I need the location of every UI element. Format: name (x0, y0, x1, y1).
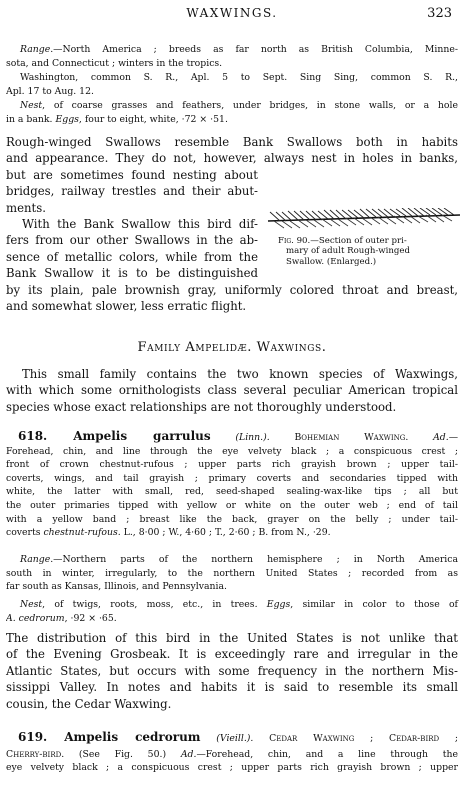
text-line: but are sometimes found nesting about (6, 167, 258, 182)
text-line: Rough-winged Swallows resemble Bank Swallows both in habits (6, 135, 458, 149)
text-line: coverts, wings, and tail grayish ; primary coverts and secondaries tipped with (6, 472, 458, 484)
eggs-label: Eggs (55, 113, 79, 125)
swallow-nest-note (6, 99, 458, 126)
text-line: the outer primaries tipped with yellow or white on the outer web ; end of tail (6, 499, 458, 511)
text-line: cousin, the Cedar Waxwing. (6, 696, 172, 711)
text-line: Nest, of twigs, roots, moss, etc., in trees. Eggs, similar in color to those of (20, 599, 458, 610)
text-line: sissippi Valley. In notes and habits it is said to resemble its small (6, 680, 458, 695)
text-line: coverts chestnut-rufous. L., 8·00 ; W., 4·60 ; T., 2·60 ; B. from N., ·29. (6, 527, 331, 539)
range-label: Range. (20, 554, 54, 565)
text-line: Cherry-bird. (See Fig. 50.) Ad.—Forehead, chin, and a line through the (6, 748, 458, 760)
species-618-distribution (6, 630, 458, 712)
text-line: eye velvety black ; a conspicuous crest ; upper parts rich grayish brown ; upper (6, 762, 458, 774)
species-618-range (6, 553, 458, 594)
text-line: by its plain, pale brownish gray, uniformly colored throat and breast, (6, 282, 458, 297)
text-line: A. cedrorum, ·92 × ·65. (6, 612, 117, 624)
page-header (0, 6, 464, 26)
text-line: Atlantic States, but occurs with some frequency in the northern Mis- (6, 663, 458, 678)
text-line: in a bank. Eggs, four to eight, white, ·72 × ·51. (6, 113, 228, 125)
text-line: sence of metallic colors, while from the (6, 249, 258, 264)
text-line: Bank Swallow it is to be distinguished (6, 266, 258, 281)
text-line: Range.—Northern parts of the northern hemisphere ; in North America (20, 554, 458, 565)
nest-label: Nest (20, 599, 43, 610)
text-line: species whose exact relationships are not thoroughly understood. (6, 399, 397, 414)
text-line: far south as Kansas, Illinois, and Pennsylvania. (6, 581, 227, 593)
species-619-description (6, 731, 458, 775)
figure-caption: Fig. 90.—Section of outer pri- mary of adult Rough-winged Swallow. (Enlarged.) (278, 236, 410, 267)
figure-label: Fig. 90. (278, 236, 311, 246)
text-line: and somewhat slower, less erratic flight. (6, 299, 247, 314)
text-line: of the Evening Grosbeak. It is exceedingly rare and irregular in the (6, 647, 458, 662)
nest-label: Nest (20, 100, 43, 111)
species-618-description (6, 430, 458, 540)
text-line: bridges, railway trestles and their abut- (6, 184, 258, 199)
text-line: white, the latter with small, red, seed-shaped sealing-wax-like tips ; all but (6, 486, 458, 498)
text-line: and appearance. They do not, however, always nest in holes in banks, (6, 151, 458, 166)
species-619-title-line: 619. Ampelis cedrorum (Vieill.). Cedar Waxwing ; Cedar-bird ; (18, 730, 458, 744)
text-line: With the Bank Swallow this bird dif- (22, 217, 258, 232)
species-618-nest (6, 598, 458, 625)
family-heading: Family Ampelidæ. Waxwings. (137, 340, 327, 355)
page-number: 323 (427, 6, 452, 21)
species-618-name: 618. Ampelis garrulus (18, 429, 211, 443)
text-line: Nest, of coarse grasses and feathers, under bridges, in stone walls, or a hole (20, 100, 458, 111)
text-line: front of crown chestnut-rufous ; upper parts rich grayish brown ; upper tail- (6, 459, 458, 471)
text-line: The distribution of this bird in the United States is not unlike that (6, 631, 458, 645)
family-intro (6, 366, 458, 415)
swallow-washington-note (6, 71, 458, 98)
species-618-title-line: 618. Ampelis garrulus (Linn.). Bohemian Waxwing. Ad.— (18, 429, 458, 443)
text-line: This small family contains the two known species of Waxwings, (22, 367, 458, 381)
eggs-label: Eggs (266, 599, 291, 610)
text-line: sota, and Connecticut ; winters in the tropics. (6, 57, 223, 69)
text-line: south in winter, irregularly, to the northern United States ; recorded from as (6, 567, 458, 579)
species-619-name: 619. Ampelis cedrorum (18, 730, 201, 744)
text-line: fers from our other Swallows in the ab- (6, 233, 258, 248)
text-line: with which some ornithologists class several peculiar American tropical (6, 383, 458, 398)
text-line: Range.—North America ; breeds as far north as British Columbia, Minne- (20, 44, 458, 55)
species-619-common-name: Cedar Waxwing ; Cedar-bird ; (269, 733, 458, 744)
range-label: Range. (20, 44, 54, 55)
running-head: WAXWINGS. (186, 6, 278, 20)
species-618-common-name: Bohemian Waxwing. (294, 432, 409, 443)
text-line: Washington, common S. R., Apl. 5 to Sept. Sing Sing, common S. R., (20, 72, 458, 83)
text-line: Apl. 17 to Aug. 12. (6, 85, 94, 97)
feather-section-illustration (266, 208, 462, 230)
swallow-range-note (6, 43, 458, 70)
text-line: ments. (6, 200, 46, 215)
figure-90 (266, 208, 462, 267)
text-line: with a yellow band ; breast like the back, grayer on the belly ; under tail- (6, 513, 458, 525)
text-line: Forehead, chin, and line through the eye velvety black ; a conspicuous crest ; (6, 445, 458, 457)
